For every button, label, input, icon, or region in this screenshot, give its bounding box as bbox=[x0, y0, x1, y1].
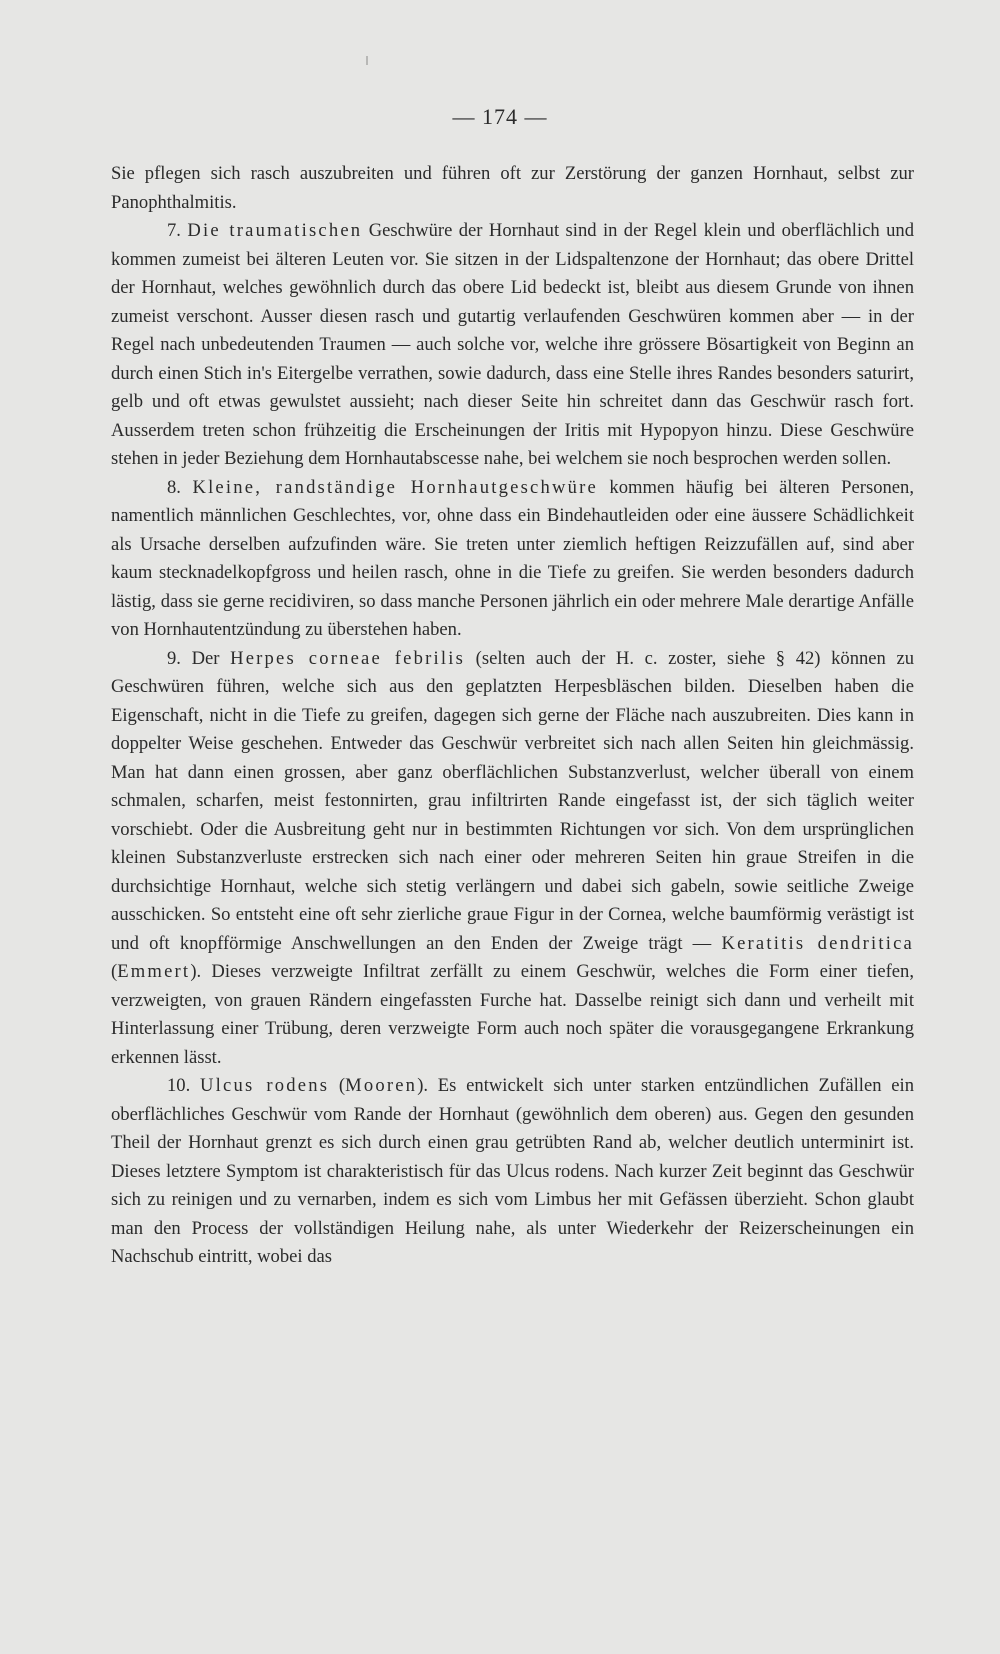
paragraph-10-paren-close: ). bbox=[417, 1075, 429, 1096]
paragraph-7 bbox=[111, 217, 914, 474]
paragraph-8-text: kommen häufig bei älteren Personen, namentlich männlichen Geschlechtes, vor, ohne dass ein Bindehautleiden oder eine äussere Schädlichkeit als Ursache derselben aufzufinden wäre. Sie treten unter ziemlich heftigen Reizzufällen auf, sind aber kaum stecknadelkopfgross und heilen rasch, ohne in die Tiefe zu greifen. Sie werden besonders dadurch lästig, dass sie gerne recidiviren, so dass manche Personen jährlich ein oder mehrere Male derartige Anfälle von Hornhautentzündung zu überstehen haben. bbox=[111, 476, 914, 640]
paragraph-9-number: 9. bbox=[167, 647, 181, 669]
paragraph-9-paren-close: ). bbox=[190, 961, 202, 982]
paragraph-9-term-2: Keratitis dendritica bbox=[721, 932, 914, 954]
paragraph-10-term: Ulcus rodens bbox=[200, 1075, 330, 1096]
paragraph-9-pre: Der bbox=[191, 647, 220, 669]
paragraph-10-number: 10. bbox=[167, 1075, 191, 1096]
body-text bbox=[111, 160, 914, 1272]
paragraph-10 bbox=[111, 1072, 914, 1272]
paragraph-8-term: Kleine, randständige Hornhautgeschwüre bbox=[192, 476, 598, 498]
paragraph-10-author: Mooren bbox=[345, 1075, 418, 1096]
paragraph-10-paren-open: ( bbox=[338, 1075, 346, 1096]
paragraph-9 bbox=[111, 645, 914, 1073]
print-speck bbox=[366, 56, 368, 65]
paragraph-10-text: Es entwickelt sich unter starken entzündlichen Zufällen ein oberflächliches Geschwür vom Rande der Hornhaut (gewöhnlich dem oberen) aus. Gegen den gesunden Theil der Hornhaut grenzt es sich durch einen grau getrübten Rand ab, welcher deutlich unterminirt ist. Dieses letztere Symptom ist charakteristisch für das Ulcus rodens. Nach kurzer Zeit beginnt das Geschwür sich zu reinigen und zu vernarben, indem es sich vom Limbus her mit Gefässen überzieht. Schon glaubt man den Process der vollständigen Heilung nahe, als unter Wiederkehr der Reizerscheinungen ein Nachschub eintritt, wobei das bbox=[111, 1075, 914, 1267]
page-number: — 174 — bbox=[452, 104, 548, 129]
paragraph-continuation: Sie pflegen sich rasch auszubreiten und führen oft zur Zerstörung der ganzen Hornhaut, selbst zur Panophthalmitis. bbox=[111, 163, 914, 213]
paragraph-7-term: Die traumatischen bbox=[187, 220, 363, 241]
paragraph-9-text-2: Dieses verzweigte Infiltrat zerfällt zu einem Geschwür, welches die Form einer tiefen, verzweigten, von grauen Rändern eingefassten Furche hat. Dasselbe reinigt sich dann und verheilt mit Hinterlassung einer Trübung, deren verzweigte Form auch noch später die vorausgegangene Erkrankung erkennen lässt. bbox=[111, 961, 914, 1068]
paragraph-8-number: 8. bbox=[167, 476, 181, 498]
paragraph-7-text: Geschwüre der Hornhaut sind in der Regel klein und oberflächlich und kommen zumeist bei älteren Leuten vor. Sie sitzen in der Lidspaltenzone der Hornhaut; das obere Drittel der Hornhaut, welches gewöhnlich durch das obere Lid bedeckt ist, bleibt aus diesem Grunde von ihnen zumeist verschont. Ausser diesen rasch und gutartig verlaufenden Geschwüren kommen aber — in der Regel nach unbedeutenden Traumen — auch solche vor, welche ihre grössere Bösartigkeit von Beginn an durch einen Stich in's Eitergelbe verrathen, sowie dadurch, dass eine Stelle ihres Randes besonders saturirt, gelb und oft etwas gewulstet aussieht; nach dieser Seite hin schreitet dann das Geschwür rasch fort. Ausserdem treten schon frühzeitig die Erscheinungen der Iritis mit Hypopyon hinzu. Diese Geschwüre stehen in jeder Beziehung dem Hornhautabscesse nahe, bei welchem sie noch besprochen werden sollen. bbox=[111, 220, 914, 469]
paragraph-9-term: Herpes corneae febrilis bbox=[230, 647, 466, 669]
paragraph-9-text-1: (selten auch der H. c. zoster, siehe § 42) können zu Geschwüren führen, welche sich aus den geplatzten Herpesbläschen bilden. Dieselben haben die Eigenschaft, nicht in die Tiefe zu greifen, dagegen sich gerne der Fläche nach auszubreiten. Dies kann in doppelter Weise geschehen. Entweder das Geschwür verbreitet sich nach allen Seiten hin gleichmässig. Man hat dann einen grossen, aber ganz oberflächlichen Substanzverlust, welcher überall von einem schmalen, scharfen, meist festonnirten, grau infiltrirten Rande eingefasst ist, der sich täglich weiter vorschiebt. Oder die Ausbreitung geht nur in bestimmten Richtungen vor sich. Von dem ursprünglichen kleinen Substanzverluste erstrecken sich nach einer oder mehreren Seiten hin graue Streifen in die durchsichtige Hornhaut, welche sich stetig verlängern und dabei sich gabeln, sowie seitliche Zweige ausschicken. So entsteht eine oft sehr zierliche graue Figur in der Cornea, welche baumförmig verästigt ist und oft knopfförmige Anschwellungen an den Enden der Zweige trägt — bbox=[111, 647, 915, 954]
paragraph-7-number: 7. bbox=[167, 220, 181, 241]
paragraph-9-author: Emmert bbox=[117, 961, 191, 982]
paragraph-9-paren-open: ( bbox=[111, 961, 118, 982]
paragraph-8 bbox=[111, 474, 914, 645]
